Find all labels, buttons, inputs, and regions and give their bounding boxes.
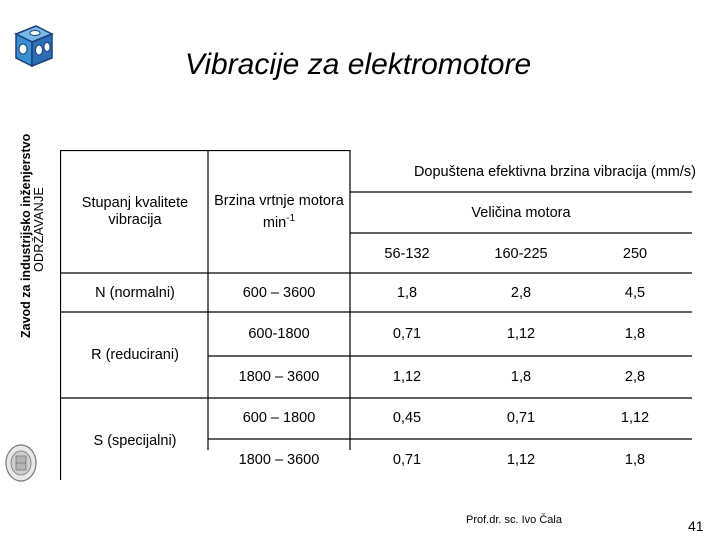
value-cell: 0,71 <box>506 410 536 426</box>
group-label-reduced: R (reducirani) <box>91 346 179 363</box>
header-motor-size: Veličina motora <box>471 204 571 221</box>
speed-cell: 1800 – 3600 <box>238 368 320 385</box>
department-name: ODRŽAVANJE <box>32 186 46 272</box>
value-cell: 1,8 <box>510 368 532 385</box>
size-col-1: 56-132 <box>384 245 430 262</box>
author-credit: Prof.dr. sc. Ivo Čala <box>466 514 562 526</box>
university-seal-icon <box>4 443 38 483</box>
page-number: 41 <box>688 518 704 534</box>
header-quality-grade: Stupanj kvalitete vibracija <box>81 195 189 228</box>
value-cell: 0,71 <box>392 325 422 342</box>
speed-cell: 600-1800 <box>248 325 310 342</box>
value-cell: 1,12 <box>506 325 536 342</box>
value-cell: 1,8 <box>624 451 646 468</box>
value-cell: 0,45 <box>392 410 422 426</box>
group-label-special: S (specijalni) <box>93 432 177 449</box>
value-cell: 1,8 <box>396 284 418 301</box>
value-cell: 2,8 <box>624 368 646 385</box>
value-cell: 1,12 <box>392 368 422 385</box>
vibration-table <box>60 150 700 480</box>
speed-cell: 1800 – 3600 <box>238 451 320 468</box>
slide-title: Vibracije za elektromotore <box>184 48 532 81</box>
group-label-normal: N (normalni) <box>95 284 175 301</box>
value-cell: 1,12 <box>506 451 536 468</box>
value-cell: 1,12 <box>620 410 650 426</box>
speed-cell: 600 – 1800 <box>242 410 316 426</box>
value-cell: 2,8 <box>510 284 532 301</box>
size-col-2: 160-225 <box>494 245 548 262</box>
institution-name: Zavod za industrijsko inženjerstvo <box>19 133 33 338</box>
size-col-3: 250 <box>622 245 648 262</box>
header-rotation-speed: Brzina vrtnje motora $\min^{-1}$ <box>214 192 344 231</box>
value-cell: 4,5 <box>624 284 646 301</box>
value-cell: 1,8 <box>624 325 646 342</box>
speed-cell: 600 – 3600 <box>242 284 316 301</box>
value-cell: 0,71 <box>392 451 422 468</box>
header-permitted-velocity: Dopuštena efektivna brzina vibracija (mm/s) <box>413 163 696 180</box>
